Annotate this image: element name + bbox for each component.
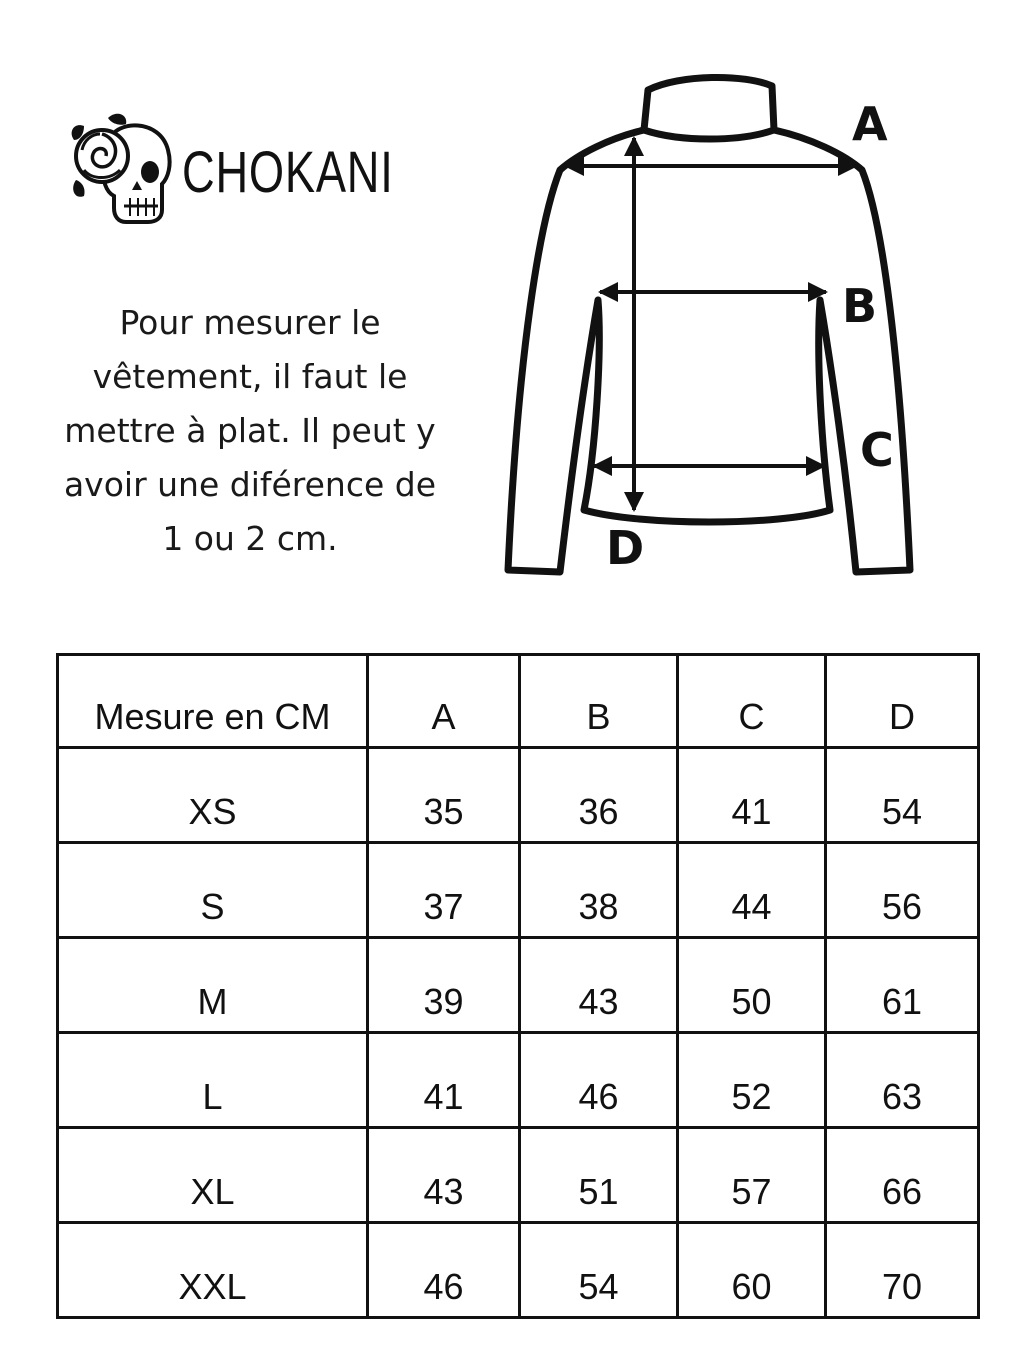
brand-logo [70,110,420,230]
garment-diagram [490,70,930,590]
value-cell: 37 [368,843,520,938]
size-cell: L [58,1033,368,1128]
value-cell: 56 [826,843,979,938]
table-row [58,843,979,938]
label-c: C [860,423,894,477]
table-header-row [58,655,979,748]
table-row [58,1033,979,1128]
value-cell: 44 [678,843,826,938]
header-cell: Mesure en CM [58,655,368,748]
value-cell: 54 [826,748,979,843]
header-cell: A [368,655,520,748]
header-cell: C [678,655,826,748]
value-cell: 54 [520,1223,678,1318]
value-cell: 61 [826,938,979,1033]
value-cell: 36 [520,748,678,843]
value-cell: 43 [520,938,678,1033]
skull-rose-icon [70,110,180,230]
value-cell: 41 [368,1033,520,1128]
table-row [58,938,979,1033]
table-row [58,1128,979,1223]
header-cell: B [520,655,678,748]
value-cell: 43 [368,1128,520,1223]
table-row [58,748,979,843]
header-cell: D [826,655,979,748]
brand-name: CHOKANI [182,140,394,205]
value-cell: 46 [368,1223,520,1318]
size-cell: XL [58,1128,368,1223]
size-cell: XS [58,748,368,843]
value-cell: 41 [678,748,826,843]
value-cell: 39 [368,938,520,1033]
value-cell: 63 [826,1033,979,1128]
value-cell: 70 [826,1223,979,1318]
value-cell: 52 [678,1033,826,1128]
label-d: D [606,521,645,575]
value-cell: 38 [520,843,678,938]
size-cell: S [58,843,368,938]
value-cell: 50 [678,938,826,1033]
size-table [56,653,980,1319]
size-cell: XXL [58,1223,368,1318]
value-cell: 51 [520,1128,678,1223]
value-cell: 35 [368,748,520,843]
measuring-instructions: Pour mesurer le vêtement, il faut le mettre à plat. Il peut y avoir une diférence de 1 ou 2 cm. [63,303,437,558]
value-cell: 66 [826,1128,979,1223]
value-cell: 57 [678,1128,826,1223]
value-cell: 60 [678,1223,826,1318]
label-a: A [852,97,888,151]
value-cell: 46 [520,1033,678,1128]
size-cell: M [58,938,368,1033]
label-b: B [842,279,878,333]
table-row [58,1223,979,1318]
